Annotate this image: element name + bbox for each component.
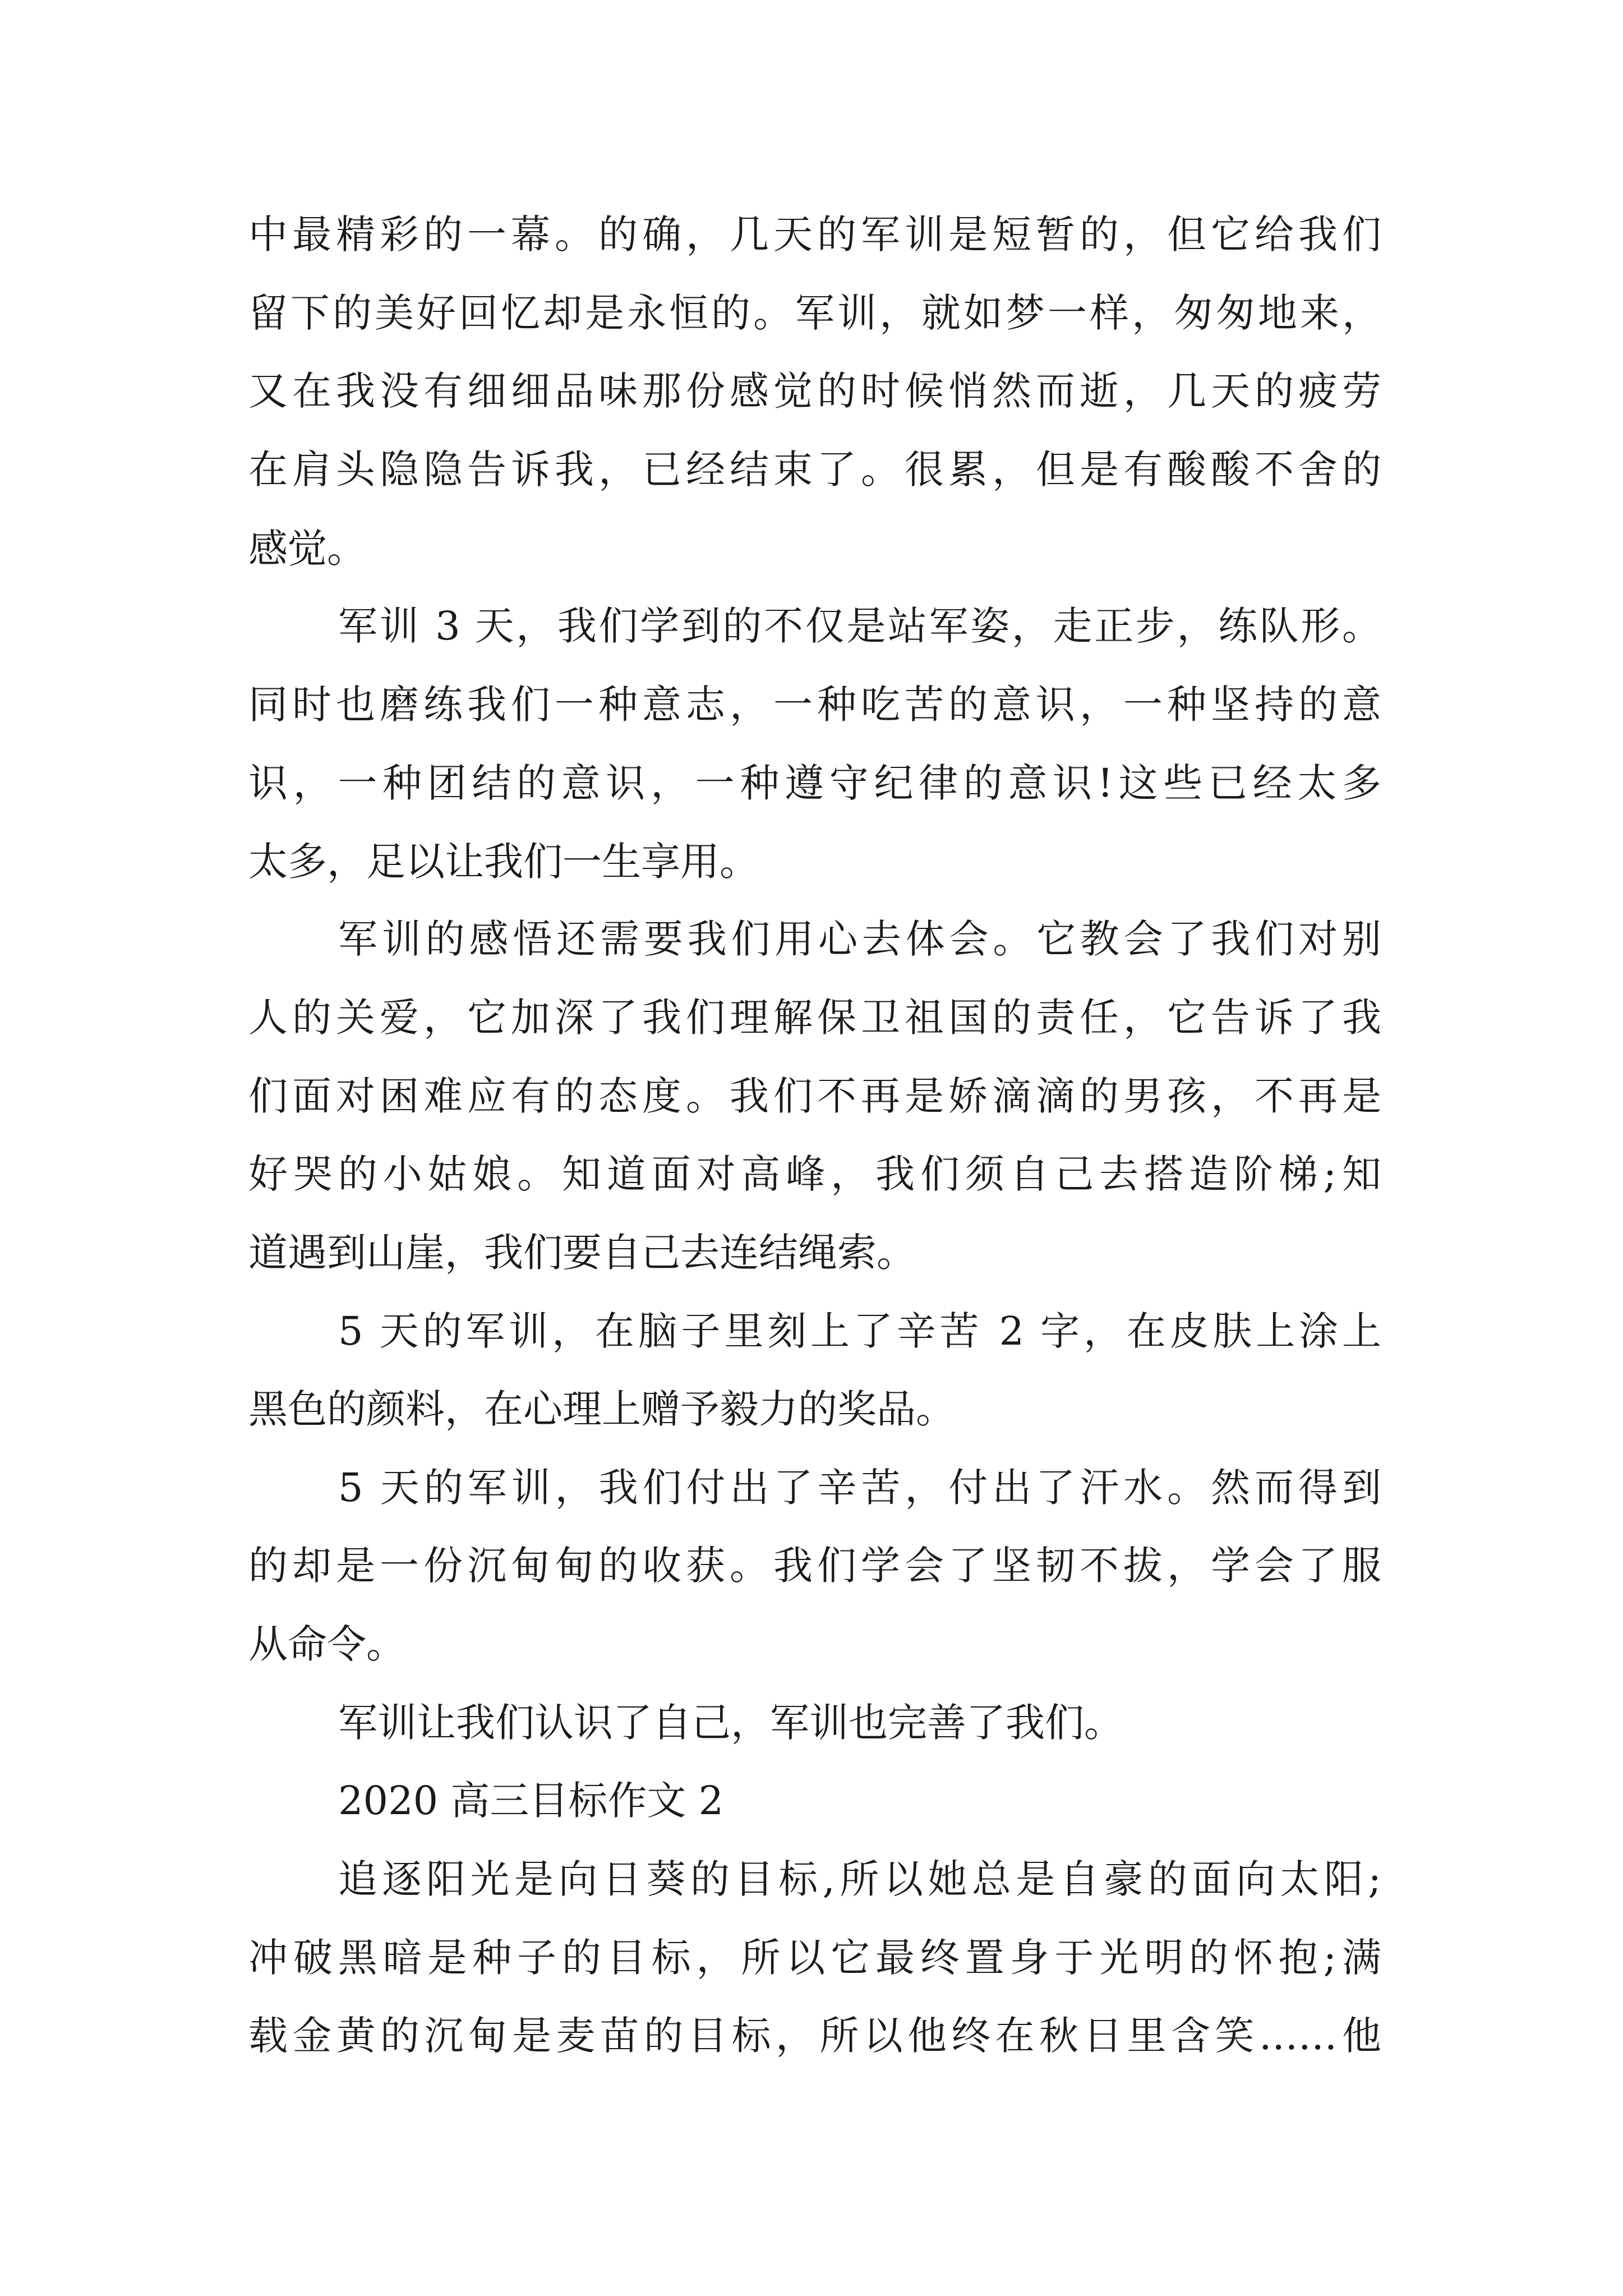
section-heading: 2020 高三目标作文 2 xyxy=(338,1778,724,1824)
text-line: 黑色的颜料，在心理上赠予毅力的奖品。 xyxy=(248,1386,955,1432)
text-line: 冲破黑暗是种子的目标，所以它最终置身于光明的怀抱;满 xyxy=(248,1935,1381,1981)
text-line: 载金黄的沉甸是麦苗的目标，所以他终在秋日里含笑……他 xyxy=(248,2013,1381,2059)
text-line: 留下的美好回忆却是永恒的。军训，就如梦一样，匆匆地来， xyxy=(248,290,1381,336)
text-line: 中最精彩的一幕。的确，几天的军训是短暂的，但它给我们 xyxy=(248,211,1381,257)
text-line: 同时也磨练我们一种意志，一种吃苦的意识，一种坚持的意 xyxy=(248,682,1381,728)
text-line: 感觉。 xyxy=(248,526,366,572)
paragraph-first-line: 5 天的军训，我们付出了辛苦，付出了汗水。然而得到 xyxy=(338,1465,1381,1511)
paragraph-first-line: 5 天的军训，在脑子里刻上了辛苦 2 字，在皮肤上涂上 xyxy=(338,1308,1381,1354)
paragraph-first-line: 军训让我们认识了自己，军训也完善了我们。 xyxy=(338,1700,1123,1746)
paragraph-first-line: 军训 3 天，我们学到的不仅是站军姿，走正步，练队形。 xyxy=(338,603,1381,649)
text-line: 从命令。 xyxy=(248,1621,405,1667)
paragraph-first-line: 军训的感悟还需要我们用心去体会。它教会了我们对别 xyxy=(338,916,1381,962)
text-line: 好哭的小姑娘。知道面对高峰，我们须自己去搭造阶梯;知 xyxy=(248,1151,1381,1197)
text-line: 的却是一份沉甸甸的收获。我们学会了坚韧不拔，学会了服 xyxy=(248,1543,1381,1589)
text-line: 人的关爱，它加深了我们理解保卫祖国的责任，它告诉了我 xyxy=(248,995,1381,1041)
text-line: 太多，足以让我们一生享用。 xyxy=(248,839,759,885)
text-line: 在肩头隐隐告诉我，已经结束了。很累，但是有酸酸不舍的 xyxy=(248,447,1381,493)
text-line: 道遇到山崖，我们要自己去连结绳索。 xyxy=(248,1230,916,1276)
text-line: 又在我没有细细品味那份感觉的时候悄然而逝，几天的疲劳 xyxy=(248,368,1381,414)
text-line: 识，一种团结的意识，一种遵守纪律的意识!这些已经太多 xyxy=(248,760,1381,806)
paragraph-first-line: 追逐阳光是向日葵的目标,所以她总是自豪的面向太阳; xyxy=(338,1856,1381,1902)
text-line: 们面对困难应有的态度。我们不再是娇滴滴的男孩，不再是 xyxy=(248,1073,1381,1119)
